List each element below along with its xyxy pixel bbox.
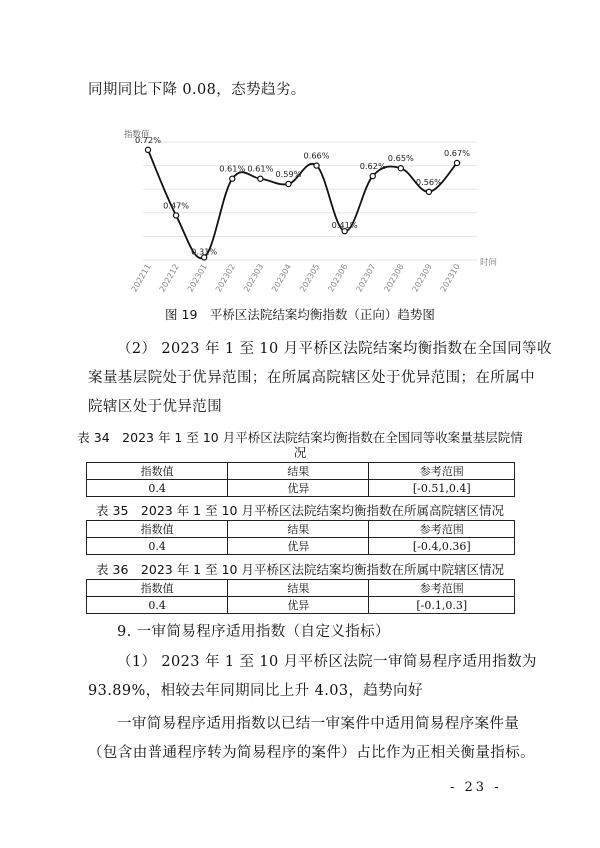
data-label: 0.31% [191, 246, 218, 257]
cell-result: 优异 [228, 597, 369, 614]
x-tick-label: 202304 [270, 262, 294, 294]
data-label: 0.62% [359, 161, 386, 172]
cell-reference-range: [-0.4,0.36] [369, 538, 515, 555]
cell-result: 优异 [228, 480, 369, 497]
page-number: - 23 - [450, 780, 502, 795]
data-point [258, 176, 263, 181]
x-tick-label: 202306 [326, 262, 350, 294]
table34-caption-line1: 表 34 2023 年 1 至 10 月平桥区法院结案均衡指数在全国同等收案量基层院情 [77, 430, 523, 445]
data-label: 0.61% [219, 163, 246, 174]
chart-tick-labels [130, 263, 462, 294]
table-header-row [87, 580, 515, 597]
cell-reference-range: [-0.51,0.4] [369, 480, 515, 497]
data-label: 0.41% [331, 220, 358, 231]
section2-line1: （2） 2023 年 1 至 10 月平桥区法院结案均衡指数在全国同等收 [117, 341, 552, 357]
table36-caption: 表 36 2023 年 1 至 10 月平桥区法院结案均衡指数在所属中院辖区情况 [96, 562, 504, 577]
data-point [286, 181, 291, 186]
header-result: 结果 [228, 580, 369, 597]
cell-index-value: 0.4 [87, 538, 228, 555]
table-row [87, 597, 515, 614]
series-line [148, 150, 457, 258]
chart-data-labels [135, 135, 470, 257]
x-tick-label: 202310 [438, 262, 462, 294]
table-row [87, 480, 515, 497]
cell-result: 优异 [228, 538, 369, 555]
x-tick-label: 202211 [129, 262, 153, 294]
x-tick-label: 202305 [298, 262, 322, 294]
x-tick-label: 202307 [354, 262, 378, 294]
header-index-value: 指数值 [87, 463, 228, 480]
figure-caption: 图 19 平桥区法院结案均衡指数（正向）趋势图 [165, 307, 435, 322]
x-tick-label: 202303 [242, 262, 266, 294]
x-tick-label: 202308 [382, 262, 406, 294]
x-axis-label: 时间 [480, 258, 498, 268]
table36 [86, 579, 515, 614]
x-tick-label: 202301 [185, 262, 209, 294]
section9-p1-line2: 93.89%，相较去年同期同比上升 4.03，趋势向好 [88, 683, 423, 699]
data-label: 0.66% [303, 150, 330, 161]
intro-line: 同期同比下降 0.08，态势趋劣。 [88, 82, 306, 98]
section9-heading: 9. 一审简易程序适用指数（自定义指标） [117, 624, 390, 640]
cell-index-value: 0.4 [87, 597, 228, 614]
table35-caption: 表 35 2023 年 1 至 10 月平桥区法院结案均衡指数在所属高院辖区情况 [96, 503, 504, 518]
x-tick-label: 202309 [410, 262, 434, 294]
section9-p2-line1: 一审简易程序适用指数以已结一审案件中适用简易程序案件量 [117, 716, 520, 732]
data-point [426, 189, 431, 194]
y-axis-label: 指数值 [124, 130, 150, 140]
table-header-row [87, 463, 515, 480]
section2-line2: 案量基层院处于优异范围；在所属高院辖区处于优异范围；在所属中 [88, 370, 535, 386]
x-tick-label: 202212 [157, 262, 181, 294]
data-point [173, 213, 178, 218]
header-reference-range: 参考范围 [369, 580, 515, 597]
header-result: 结果 [228, 521, 369, 538]
header-reference-range: 参考范围 [369, 463, 515, 480]
data-label: 0.56% [415, 176, 442, 187]
data-point [314, 163, 319, 168]
data-label: 0.61% [247, 163, 274, 174]
data-point [454, 160, 459, 165]
chart-series [145, 147, 459, 260]
table-row [87, 538, 515, 555]
data-point [370, 173, 375, 178]
data-label: 0.47% [163, 200, 190, 211]
cell-index-value: 0.4 [87, 480, 228, 497]
data-label: 0.59% [275, 168, 302, 179]
data-label: 0.72% [134, 134, 162, 145]
x-tick-label: 202302 [213, 262, 238, 294]
section9-p2-line2: （包含由普通程序转为简易程序的案件）占比作为正相关衡量指标。 [88, 745, 535, 761]
trend-chart [115, 120, 505, 305]
cell-reference-range: [-0.1,0.3] [369, 597, 515, 614]
data-point [398, 166, 403, 171]
data-point [145, 147, 150, 152]
header-reference-range: 参考范围 [369, 521, 515, 538]
header-result: 结果 [228, 463, 369, 480]
table-header-row [87, 521, 515, 538]
table35 [86, 520, 515, 555]
header-index-value: 指数值 [87, 521, 228, 538]
data-point [230, 176, 235, 181]
data-label: 0.65% [387, 153, 414, 164]
table34 [86, 462, 515, 497]
section9-p1-line1: （1） 2023 年 1 至 10 月平桥区法院一审简易程序适用指数为 [117, 654, 537, 670]
data-label: 0.67% [443, 147, 471, 158]
header-index-value: 指数值 [87, 580, 228, 597]
table34-caption-line2: 况 [293, 445, 307, 460]
section2-line3: 院辖区处于优异范围 [88, 399, 223, 415]
